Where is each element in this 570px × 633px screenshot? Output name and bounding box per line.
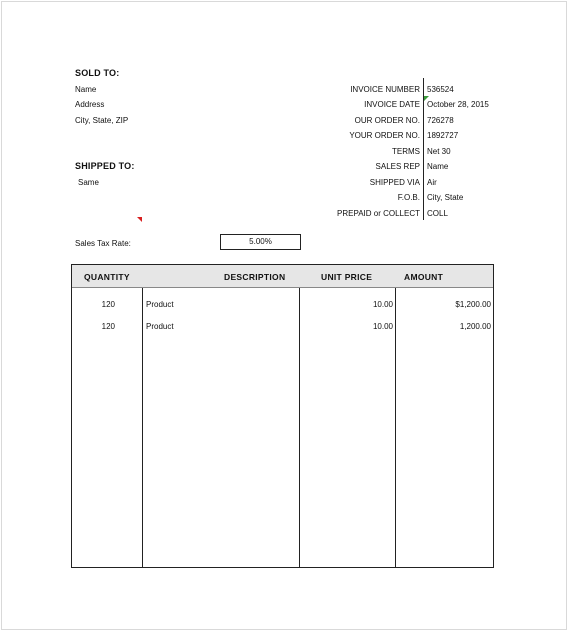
prepaid-collect-label: PREPAID or COLLECT bbox=[337, 209, 420, 218]
your-order-value: 1892727 bbox=[427, 131, 459, 140]
sold-to-heading: SOLD TO: bbox=[75, 68, 120, 78]
shipped-via-value: Air bbox=[427, 178, 437, 187]
row-2-unit-price: 10.00 bbox=[372, 322, 393, 331]
terms-value: Net 30 bbox=[427, 147, 451, 156]
shipped-to-value: Same bbox=[78, 178, 99, 187]
comment-marker-icon bbox=[137, 217, 142, 222]
sold-to-name: Name bbox=[75, 85, 97, 94]
row-1-description: Product bbox=[146, 300, 174, 309]
sales-rep-label: SALES REP bbox=[375, 162, 420, 171]
invoice-number-label: INVOICE NUMBER bbox=[350, 85, 420, 94]
our-order-value: 726278 bbox=[427, 116, 454, 125]
sold-to-address: Address bbox=[75, 100, 105, 109]
invoice-date-label: INVOICE DATE bbox=[364, 100, 420, 109]
fob-value: City, State bbox=[427, 193, 464, 202]
invoice-date-value: October 28, 2015 bbox=[427, 100, 489, 109]
sales-rep-value: Name bbox=[427, 162, 449, 171]
row-2-description: Product bbox=[146, 322, 174, 331]
unit-price-header: UNIT PRICE bbox=[321, 272, 373, 282]
row-1-amount: $1,200.00 bbox=[455, 300, 491, 309]
your-order-label: YOUR ORDER NO. bbox=[349, 131, 420, 140]
quantity-header: QUANTITY bbox=[84, 272, 130, 282]
fob-label: F.O.B. bbox=[397, 193, 420, 202]
table-header bbox=[72, 265, 493, 288]
column-divider bbox=[299, 288, 300, 567]
line-items-table bbox=[71, 264, 494, 568]
terms-label: TERMS bbox=[392, 147, 420, 156]
column-divider bbox=[142, 288, 143, 567]
our-order-label: OUR ORDER NO. bbox=[354, 116, 420, 125]
invoice-number-value: 536524 bbox=[427, 85, 454, 94]
row-2-amount: 1,200.00 bbox=[459, 322, 491, 331]
shipped-to-heading: SHIPPED TO: bbox=[75, 161, 135, 171]
description-header: DESCRIPTION bbox=[224, 272, 286, 282]
sold-to-city: City, State, ZIP bbox=[75, 116, 129, 125]
row-1-quantity: 120 bbox=[101, 300, 115, 309]
prepaid-collect-value: COLL bbox=[427, 209, 448, 218]
sales-tax-rate-input[interactable]: 5.00% bbox=[220, 234, 301, 250]
shipped-via-label: SHIPPED VIA bbox=[369, 178, 420, 187]
row-1-unit-price: 10.00 bbox=[372, 300, 393, 309]
amount-header: AMOUNT bbox=[404, 272, 444, 282]
sales-tax-label: Sales Tax Rate: bbox=[75, 239, 131, 248]
row-2-quantity: 120 bbox=[101, 322, 115, 331]
column-divider bbox=[395, 288, 396, 567]
